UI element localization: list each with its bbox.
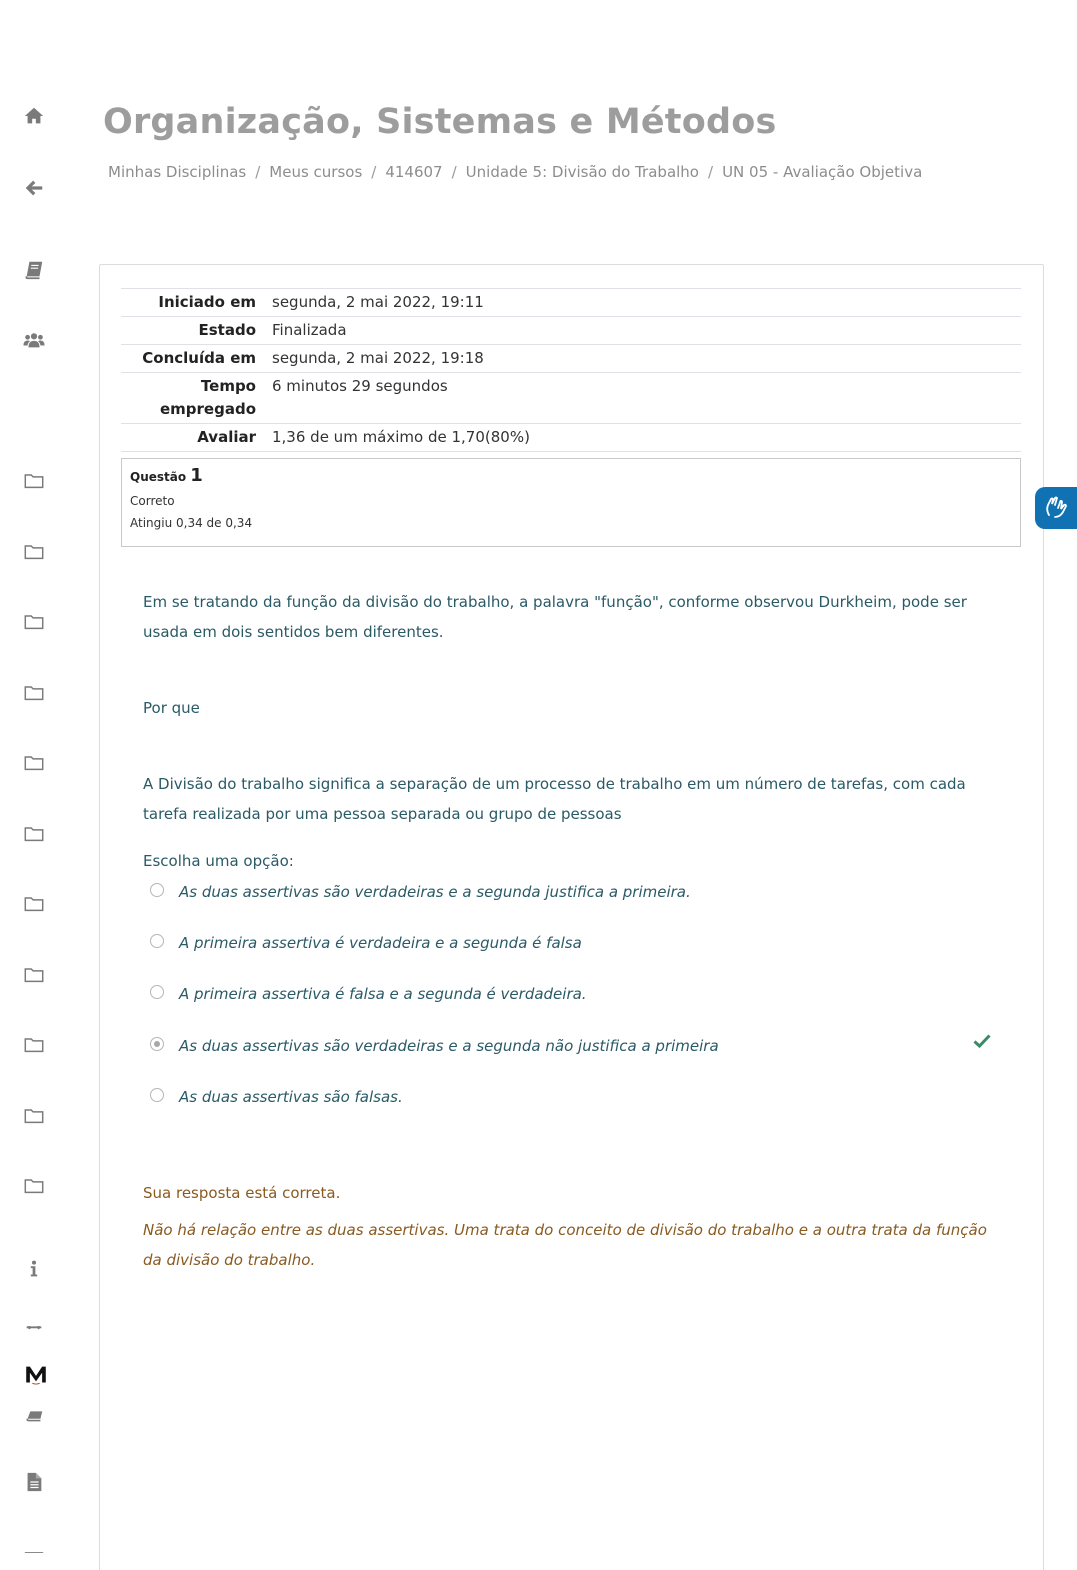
summary-label: Iniciado em	[158, 293, 256, 311]
question-text-3: A Divisão do trabalho significa a separação de um processo de trabalho em um número de tarefas, com cada tarefa realizada por uma pessoa separada ou grupo de pessoas	[143, 775, 966, 823]
breadcrumb-separator: /	[708, 163, 714, 181]
question-info-box	[121, 458, 1021, 547]
summary-value: 6 minutos 29 segundos	[272, 377, 448, 395]
summary-value: Finalizada	[272, 321, 347, 339]
minus-icon[interactable]	[22, 1552, 46, 1562]
back-arrow-icon[interactable]	[22, 176, 46, 200]
folder-icon[interactable]	[22, 540, 46, 564]
folder-icon[interactable]	[22, 963, 46, 987]
home-icon[interactable]	[22, 104, 46, 128]
accessibility-sign-language-button[interactable]	[1035, 487, 1077, 529]
book-icon[interactable]	[22, 258, 46, 282]
question-text-2: Por que	[143, 699, 200, 717]
checkmark-icon	[973, 1033, 991, 1053]
folder-icon[interactable]	[22, 1033, 46, 1057]
breadcrumb-item-avaliacao[interactable]: UN 05 - Avaliação Objetiva	[722, 163, 923, 181]
answer-option-label: A primeira assertiva é verdadeira e a segunda é falsa	[179, 934, 582, 952]
folder-icon[interactable]	[22, 751, 46, 775]
summary-label: Estado	[198, 321, 256, 339]
breadcrumb-item-meus-cursos[interactable]: Meus cursos	[269, 163, 363, 181]
answer-prompt: Escolha uma opção:	[143, 852, 294, 870]
summary-value: segunda, 2 mai 2022, 19:11	[272, 293, 484, 311]
hands-icon	[1043, 495, 1069, 521]
breadcrumb	[108, 163, 922, 181]
folder-icon[interactable]	[22, 469, 46, 493]
table-row	[121, 289, 1021, 317]
question-status: Correto	[130, 494, 175, 508]
answer-option[interactable]	[150, 985, 990, 1003]
folder-icon[interactable]	[22, 610, 46, 634]
answer-option[interactable]	[150, 934, 990, 952]
breadcrumb-separator: /	[451, 163, 457, 181]
breadcrumb-separator: /	[255, 163, 261, 181]
summary-label: Avaliar	[197, 428, 256, 446]
m-logo[interactable]	[18, 1356, 54, 1392]
radio-button[interactable]	[150, 883, 164, 897]
breadcrumb-item-unidade[interactable]: Unidade 5: Divisão do Trabalho	[465, 163, 699, 181]
summary-value: 1,36 de um máximo de 1,70(80%)	[272, 428, 530, 446]
folder-icon[interactable]	[22, 892, 46, 916]
radio-button[interactable]	[150, 934, 164, 948]
answer-option-label: As duas assertivas são verdadeiras e a segunda justifica a primeira.	[179, 883, 691, 901]
radio-button[interactable]	[150, 985, 164, 999]
table-row	[121, 317, 1021, 345]
sidebar	[0, 0, 70, 1570]
document-icon[interactable]	[22, 1470, 46, 1494]
calendar-icon[interactable]	[22, 1326, 46, 1336]
users-icon[interactable]	[22, 328, 46, 352]
question-number	[130, 465, 1012, 486]
summary-label: Concluída em	[142, 349, 256, 367]
question-label: Questão	[130, 470, 187, 484]
answer-option[interactable]	[150, 1088, 990, 1106]
question-number-value: 1	[190, 465, 203, 486]
table-row	[121, 345, 1021, 373]
summary-value: segunda, 2 mai 2022, 19:18	[272, 349, 484, 367]
breadcrumb-item-minhas-disciplinas[interactable]: Minhas Disciplinas	[108, 163, 247, 181]
summary-label: Tempo empregado	[159, 377, 256, 418]
question-text-1: Em se tratando da função da divisão do trabalho, a palavra "função", conforme observou Durkheim, pode ser usada em dois sentidos bem diferentes.	[143, 593, 967, 641]
info-icon[interactable]	[22, 1257, 46, 1281]
question-grade: Atingiu 0,34 de 0,34	[130, 516, 253, 530]
breadcrumb-separator: /	[371, 163, 377, 181]
breadcrumb-item-course-id[interactable]: 414607	[385, 163, 443, 181]
specific-feedback: Sua resposta está correta.	[143, 1184, 341, 1202]
answer-option[interactable]	[150, 883, 990, 901]
table-row	[121, 373, 1021, 424]
page-title: Organização, Sistemas e Métodos	[103, 102, 777, 142]
answer-option-label: As duas assertivas são falsas.	[179, 1088, 403, 1106]
answer-option-selected[interactable]	[150, 1037, 990, 1055]
table-row	[121, 424, 1021, 452]
book-icon[interactable]	[22, 1404, 46, 1428]
radio-button[interactable]	[150, 1088, 164, 1102]
general-feedback: Não há relação entre as duas assertivas. Uma trata do conceito de divisão do trabalho e a outra trata da função da divisão do trabalho.	[143, 1221, 987, 1269]
attempt-summary-table	[121, 288, 1021, 452]
folder-icon[interactable]	[22, 681, 46, 705]
folder-icon[interactable]	[22, 1104, 46, 1128]
radio-button-checked[interactable]	[150, 1037, 164, 1051]
answer-option-label: As duas assertivas são verdadeiras e a segunda não justifica a primeira	[179, 1037, 719, 1055]
answer-option-label: A primeira assertiva é falsa e a segunda é verdadeira.	[179, 985, 587, 1003]
folder-icon[interactable]	[22, 822, 46, 846]
folder-icon[interactable]	[22, 1174, 46, 1198]
